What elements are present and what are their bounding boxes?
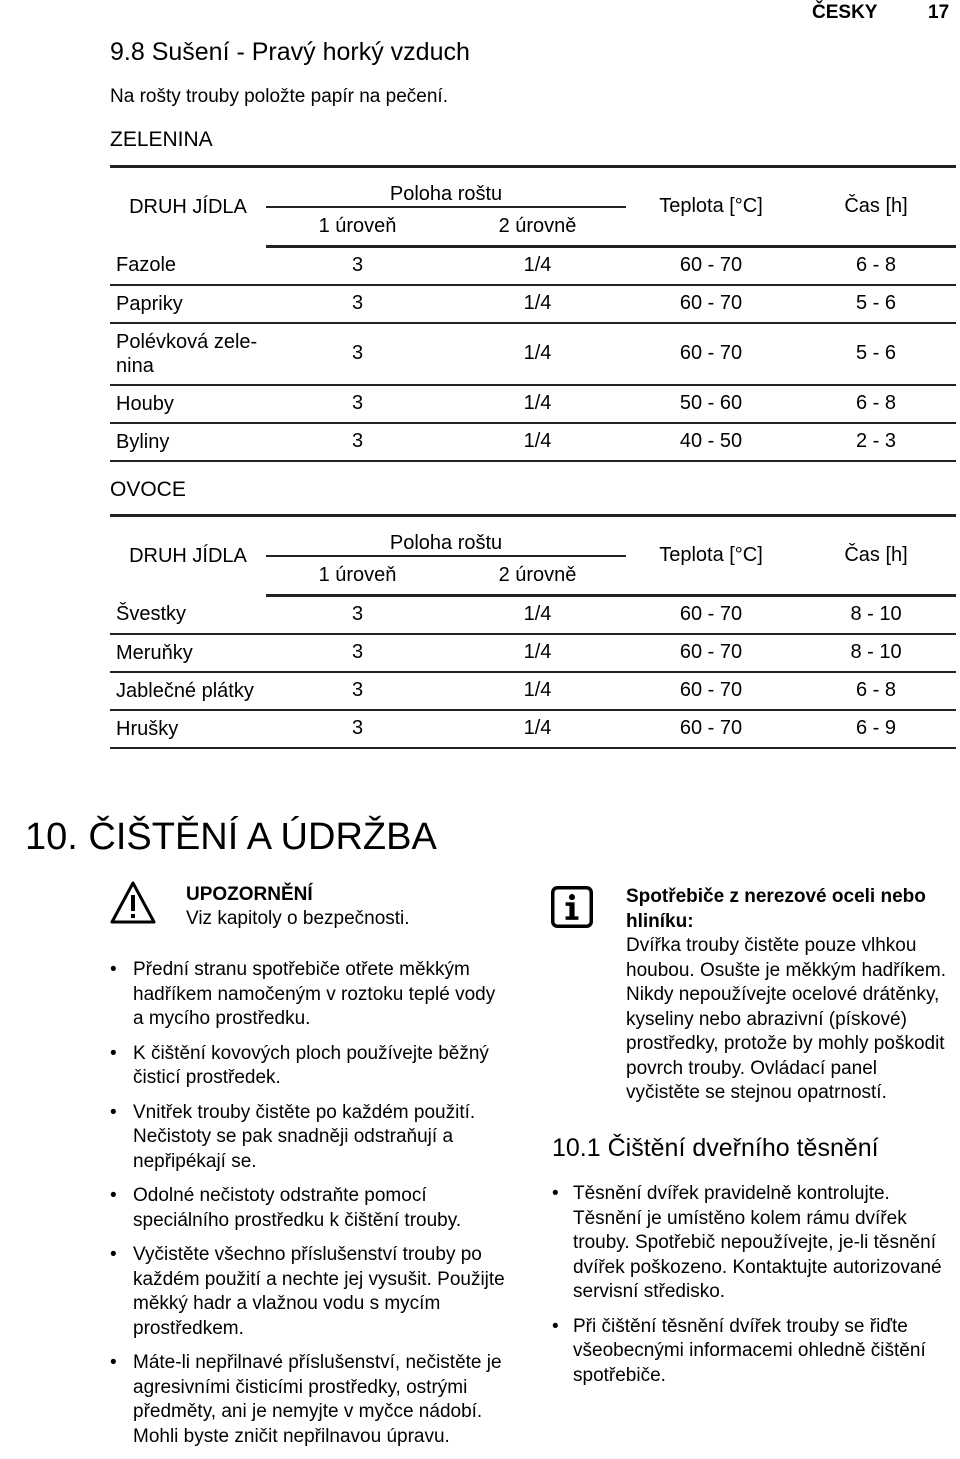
time-value: 5 - 6: [796, 285, 956, 323]
level2-value: 1/4: [449, 385, 626, 423]
temp-value: 50 - 60: [626, 385, 796, 423]
col-header-position: Poloha roštu: [266, 516, 626, 557]
drying-table-fruit: [110, 514, 956, 749]
warning-text: Viz kapitoly o bezpečnosti.: [186, 908, 410, 929]
level1-value: 3: [266, 323, 449, 385]
level2-value: 1/4: [449, 634, 626, 672]
cleaning-bullet-list: [110, 958, 510, 1459]
time-value: 8 - 10: [796, 634, 956, 672]
time-value: 6 - 8: [796, 247, 956, 285]
temp-value: 40 - 50: [626, 423, 796, 461]
col-header-level1: 1 úroveň: [266, 207, 449, 247]
level1-value: 3: [266, 285, 449, 323]
level2-value: 1/4: [449, 323, 626, 385]
list-item: • Vnitřek trouby čistěte po každém použití. Nečistoty se pak snadněji odstraňují a nepřipékají se.: [110, 1101, 510, 1175]
level1-value: 3: [266, 247, 449, 285]
food-name: Fazole: [110, 247, 266, 285]
section-title: 9.8 Sušení - Pravý horký vzduch: [110, 38, 470, 66]
level1-value: 3: [266, 634, 449, 672]
temp-value: 60 - 70: [626, 247, 796, 285]
table-row: [110, 423, 956, 461]
list-item: • Vyčistěte všechno příslušenství trouby po každém použití a nechte jej vysušit. Použijte měkký hadr a vlažnou vodu s mycím prostředkem.: [110, 1243, 510, 1341]
level1-value: 3: [266, 672, 449, 710]
list-item: • Přední stranu spotřebiče otřete měkkým hadříkem namočeným v roztoku teplé vody a mycího prostředku.: [110, 958, 510, 1032]
col-header-level2: 2 úrovně: [449, 556, 626, 596]
door-seal-bullet-list: [552, 1182, 957, 1398]
col-header-temp: Teplota [°C]: [626, 167, 796, 247]
level2-value: 1/4: [449, 596, 626, 634]
level1-value: 3: [266, 423, 449, 461]
level1-value: 3: [266, 596, 449, 634]
col-header-position: Poloha roštu: [266, 167, 626, 208]
info-heading: Spotřebiče z nerezové oceli nebo hliníku:: [626, 886, 926, 932]
temp-value: 60 - 70: [626, 285, 796, 323]
table-row: [110, 285, 956, 323]
drying-table-vegetables: [110, 165, 956, 462]
page-number: 17: [928, 2, 950, 23]
col-header-food: DRUH JÍDLA: [110, 516, 266, 596]
table-row: [110, 710, 956, 748]
list-item: • Těsnění dvířek pravidelně kontrolujte. Těsnění je umístěno kolem rámu dvířek trouby. Spotřebič nepoužívejte, je-li těsnění dvířek poškozeno. Kontaktujte autorizované servisní středisko.: [552, 1182, 957, 1305]
food-name: Švestky: [110, 596, 266, 634]
list-item: • Při čištění těsnění dvířek trouby se řiďte všeobecnými informacemi ohledně čištění spotřebiče.: [552, 1315, 957, 1389]
level2-value: 1/4: [449, 247, 626, 285]
food-name: Houby: [110, 385, 266, 423]
time-value: 5 - 6: [796, 323, 956, 385]
level2-value: 1/4: [449, 423, 626, 461]
food-name: Hrušky: [110, 710, 266, 748]
table-row: [110, 634, 956, 672]
food-name: Jablečné plátky: [110, 672, 266, 710]
subsection-title: 10.1 Čištění dveřního těsnění: [552, 1134, 879, 1162]
table-row: [110, 596, 956, 634]
food-name: Polévková zele- nina: [110, 323, 266, 385]
col-header-food: DRUH JÍDLA: [110, 167, 266, 247]
level1-value: 3: [266, 385, 449, 423]
temp-value: 60 - 70: [626, 710, 796, 748]
level2-value: 1/4: [449, 672, 626, 710]
food-name: Meruňky: [110, 634, 266, 672]
warning-triangle-icon: [110, 880, 156, 926]
col-header-temp: Teplota [°C]: [626, 516, 796, 596]
info-text: Dvířka trouby čistěte pouze vlhkou houbou. Osušte je měkkým hadříkem. Nikdy nepoužívejte ocelové drátěnky, kyseliny nebo abrazivní (pískové) prostředky, protože by mohly poškodit povrch trouby. Ovládací panel vyčistěte se stejnou opatrností.: [626, 935, 946, 1103]
col-header-time: Čas [h]: [796, 516, 956, 596]
food-name: Papriky: [110, 285, 266, 323]
temp-value: 60 - 70: [626, 596, 796, 634]
section-intro: Na rošty trouby položte papír na pečení.: [110, 86, 448, 107]
warning-heading: UPOZORNĚNÍ: [186, 884, 313, 905]
level1-value: 3: [266, 710, 449, 748]
table-row: [110, 672, 956, 710]
table-row: [110, 323, 956, 385]
header-language: ČESKY: [812, 2, 878, 23]
level2-value: 1/4: [449, 710, 626, 748]
list-item: • Máte-li nepřilnavé příslušenství, nečistěte je agresivními čisticími prostředky, ostrými předměty, ani je nemyjte v myčce nádobí. Mohli byste zničit nepřilnavou úpravu.: [110, 1351, 510, 1449]
food-name: Byliny: [110, 423, 266, 461]
table-row: [110, 247, 956, 285]
col-header-time: Čas [h]: [796, 167, 956, 247]
temp-value: 60 - 70: [626, 323, 796, 385]
time-value: 2 - 3: [796, 423, 956, 461]
time-value: 8 - 10: [796, 596, 956, 634]
list-item: • Odolné nečistoty odstraňte pomocí speciálního prostředku k čištění trouby.: [110, 1184, 510, 1233]
chapter-title: 10. ČIŠTĚNÍ A ÚDRŽBA: [25, 816, 437, 858]
group-title-fruit: OVOCE: [110, 478, 186, 501]
time-value: 6 - 8: [796, 385, 956, 423]
time-value: 6 - 8: [796, 672, 956, 710]
temp-value: 60 - 70: [626, 634, 796, 672]
temp-value: 60 - 70: [626, 672, 796, 710]
info-icon: [551, 886, 593, 928]
table-row: [110, 385, 956, 423]
list-item: • K čištění kovových ploch používejte běžný čisticí prostředek.: [110, 1042, 510, 1091]
col-header-level2: 2 úrovně: [449, 207, 626, 247]
level2-value: 1/4: [449, 285, 626, 323]
group-title-vegetables: ZELENINA: [110, 128, 213, 151]
time-value: 6 - 9: [796, 710, 956, 748]
col-header-level1: 1 úroveň: [266, 556, 449, 596]
